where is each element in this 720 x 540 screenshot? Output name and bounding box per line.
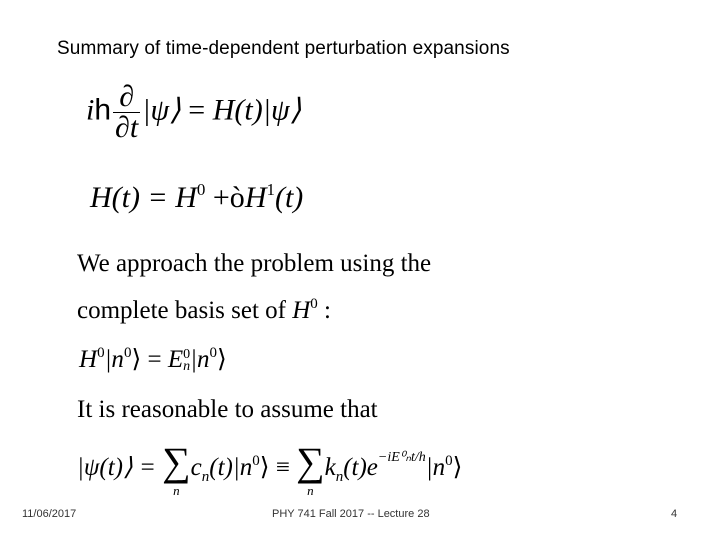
expansion-lhs: |ψ(t)⟩ = xyxy=(77,454,156,482)
coefficient-k-sub: n xyxy=(335,469,344,486)
text-line-3: It is reasonable to assume that xyxy=(77,396,378,423)
hbar-symbol: h xyxy=(94,93,112,127)
c-ket-close: ⟩ ≡ xyxy=(259,454,290,482)
text-line-1: We approach the problem using the xyxy=(77,250,432,277)
hamiltonian-equation xyxy=(90,180,303,215)
coefficient-c: c xyxy=(190,454,202,482)
basis-h-symbol: H xyxy=(292,297,311,324)
time-argument: (t) xyxy=(274,181,304,214)
psi-ket: |ψ⟩ xyxy=(142,93,181,127)
eigen-ket-open: |n xyxy=(104,346,124,373)
sigma-2: ∑ xyxy=(296,439,325,484)
superscript-1: 1 xyxy=(266,180,275,199)
k-ket-sup: 0 xyxy=(445,453,453,470)
footer-course: PHY 741 Fall 2017 -- Lecture 28 xyxy=(272,508,430,520)
coefficient-c-sub: n xyxy=(201,469,210,486)
sigma-1: ∑ xyxy=(162,439,191,484)
phase-exponent: −iE⁰ₙt/h xyxy=(377,450,426,466)
energy-sup: 0 xyxy=(183,347,191,363)
basis-superscript-0: 0 xyxy=(310,296,318,312)
hamiltonian-lhs: H(t) = H xyxy=(90,181,197,214)
eigen-ket2-close: ⟩ xyxy=(216,346,227,373)
sum-1-index: n xyxy=(173,483,180,498)
k-ket-close: ⟩ xyxy=(452,454,463,482)
time-derivative xyxy=(113,82,140,143)
eigen-ket2-open: |n xyxy=(190,346,210,373)
sum-1 xyxy=(162,439,191,498)
expansion-equation xyxy=(77,439,463,498)
superscript-0: 0 xyxy=(196,180,206,199)
coefficient-k: k xyxy=(324,454,336,482)
h-symbol: H xyxy=(244,181,267,214)
derivative-denominator: ∂t xyxy=(115,111,139,144)
c-term-tail: (t)|n xyxy=(209,454,253,482)
imaginary-unit: i xyxy=(86,93,95,127)
eigen-h: H xyxy=(79,346,98,373)
footer-page-number: 4 xyxy=(671,508,678,520)
text-line-2-words: complete basis set of xyxy=(77,297,286,324)
k-term-tail: (t)e xyxy=(343,454,378,482)
c-ket-sup: 0 xyxy=(252,453,260,470)
text-line-2 xyxy=(77,296,331,325)
eigen-ket-close: ⟩ xyxy=(131,346,142,373)
sum-2 xyxy=(296,439,325,498)
slide-title: Summary of time-dependent perturbation expansions xyxy=(57,38,510,59)
energy-e: E xyxy=(167,346,184,373)
equals-sign: = xyxy=(188,93,206,127)
schrodinger-equation xyxy=(86,82,301,143)
eigen-equals: = xyxy=(147,346,162,373)
eigen-ket-sup: 0 xyxy=(123,345,132,361)
eigen-h-sup: 0 xyxy=(97,345,105,361)
eigenvalue-equation xyxy=(79,344,227,374)
eigen-ket2-sup: 0 xyxy=(209,345,217,361)
energy-sub: n xyxy=(183,359,191,375)
hamiltonian-ket: H(t)|ψ⟩ xyxy=(212,93,302,127)
footer-date: 11/06/2017 xyxy=(22,508,77,520)
derivative-numerator: ∂ xyxy=(113,82,140,113)
plus-epsilon: +ò xyxy=(212,181,245,214)
k-ket-open: |n xyxy=(425,454,446,482)
sum-2-index: n xyxy=(307,483,314,498)
basis-colon: : xyxy=(324,297,331,324)
